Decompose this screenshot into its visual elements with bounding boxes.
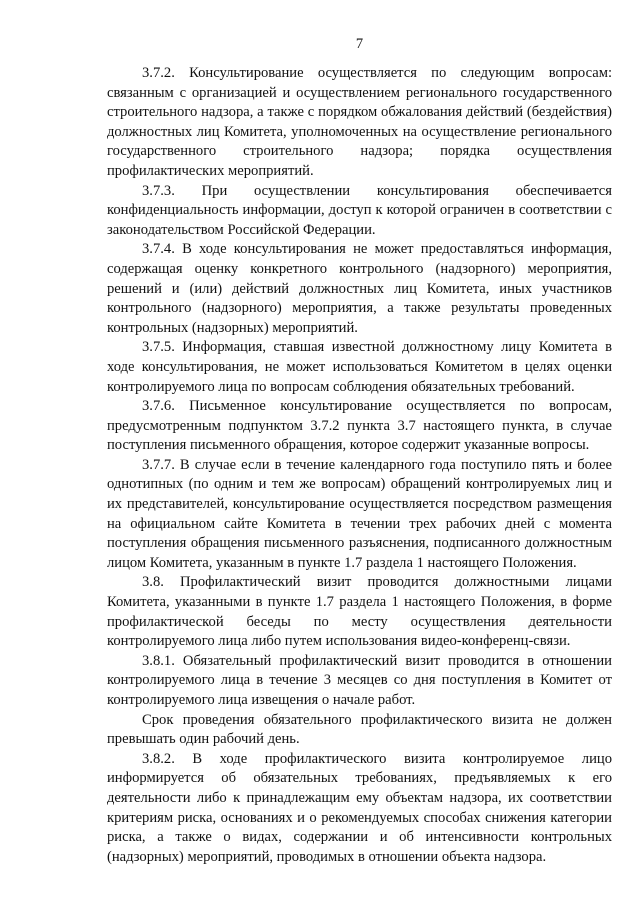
paragraph-3-8-2: 3.8.2. В ходе профилактического визита контролируемое лицо информируется об обязательных требованиях, предъявляемых к его деятельности либо к принадлежащим ему объектам надзора, их соответствии критериям риска, основаниях и о рекомендуемых способах снижения категории риска, а также о видах, содержании и об интенсивности контрольных (надзорных) мероприятий, проводимых в отношении объекта надзора.: [107, 750, 612, 865]
paragraph-3-8: 3.8. Профилактический визит проводится должностными лицами Комитета, указанными в пункте 1.7 раздела 1 настоящего Положения, в форме профилактической беседы по месту осуществления деятельности контролируемого лица либо путем использования видео-конференц-связи.: [107, 574, 612, 650]
paragraph-3-7-6: 3.7.6. Письменное консультирование осуществляется по вопросам, предусмотренным подпунктом 3.7.2 пункта 3.7 настоящего пункта, в случае поступления письменного обращения, которое содержит указанные вопросы.: [107, 398, 612, 454]
paragraph-visit-duration: Срок проведения обязательного профилактического визита не должен превышать один рабочий день.: [107, 711, 612, 748]
paragraph-3-8-1: 3.8.1. Обязательный профилактический визит проводится в отношении контролируемого лица в течение 3 месяцев со дня поступления в Комитет от контролируемого лица извещения о начале работ.: [107, 652, 612, 708]
page-number: 7: [355, 36, 364, 52]
paragraph-3-7-4: 3.7.4. В ходе консультирования не может предоставляться информация, содержащая оценку конкретного контрольного (надзорного) мероприятия, решений и (или) действий должностных лиц Комитета, иных участников контрольного (надзорного) мероприятия, а также результаты проведенных контрольных (надзорных) мероприятий.: [107, 241, 612, 336]
paragraph-3-7-3: 3.7.3. При осуществлении консультирования обеспечивается конфиденциальность информации, доступ к которой ограничен в соответствии с законодательством Российской Федерации.: [107, 182, 612, 238]
paragraph-3-7-7: 3.7.7. В случае если в течение календарного года поступило пять и более однотипных (по одним и тем же вопросам) обращений контролируемых лиц и их представителей, консультирование осуществляется посредством размещения на официальном сайте Комитета в течении трех рабочих дней с момента поступления обращения письменного разъяснения, подписанного должностным лицом Комитета, указанным в пункте 1.7 раздела 1 настоящего Положения.: [107, 456, 612, 571]
paragraph-3-7-5: 3.7.5. Информация, ставшая известной должностному лицу Комитета в ходе консультирования, не может использоваться Комитетом в целях оценки контролируемого лица по вопросам соблюдения обязательных требований.: [107, 339, 612, 395]
paragraph-3-7-2: 3.7.2. Консультирование осуществляется по следующим вопросам: связанным с организацией и осуществлением регионального государственного строительного надзора, а также с порядком обжалования действий (бездействия) должностных лиц Комитета, уполномоченных на осуществление регионального государственного строительного надзора; порядка осуществления профилактических мероприятий.: [107, 65, 612, 179]
